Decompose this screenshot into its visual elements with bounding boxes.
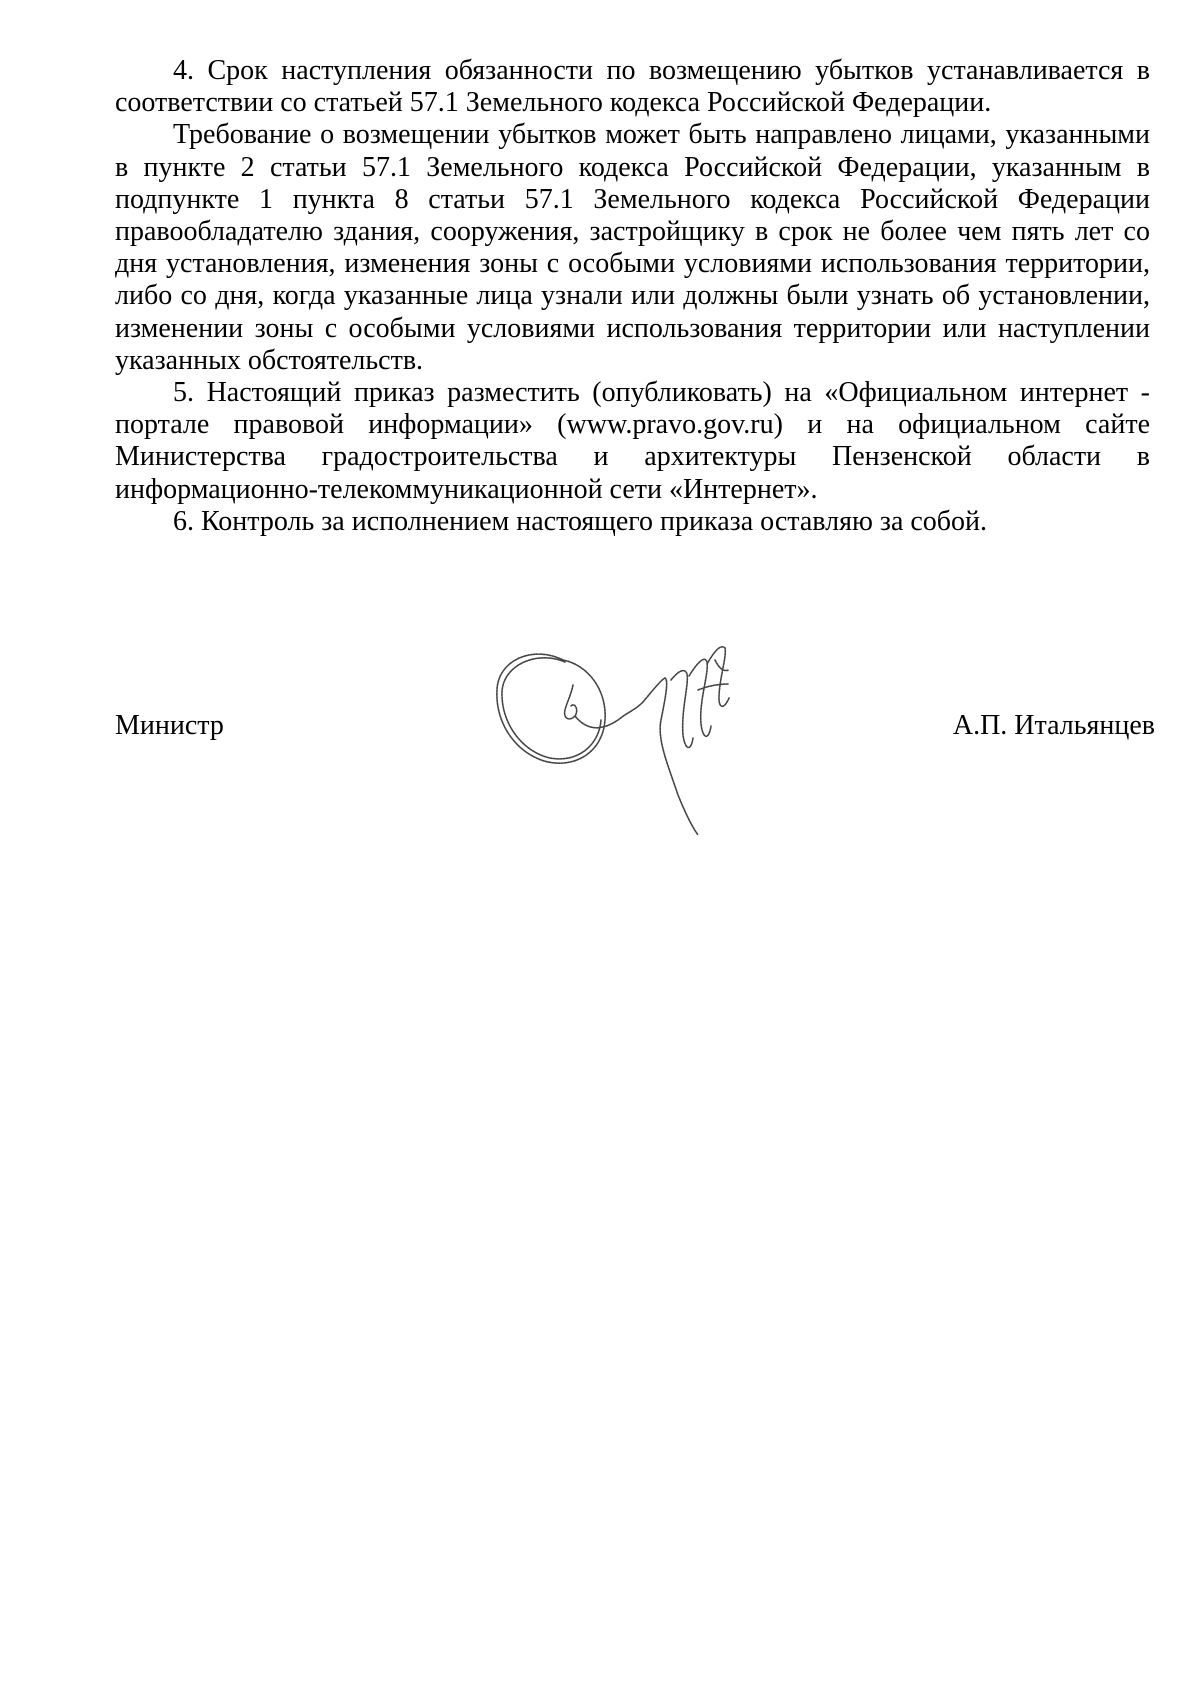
handwritten-signature (493, 640, 763, 840)
signatory-name: А.П. Итальянцев (952, 710, 1155, 741)
paragraph-4: 4. Срок наступления обязанности по возмещению убытков устанавливается в соответствии со статьей 57.1 Земельного кодекса Российской Федерации. (115, 55, 1150, 119)
document-body (115, 55, 1150, 538)
paragraph-claim-deadline: Требование о возмещении убытков может быть направлено лицами, указанными в пункте 2 статьи 57.1 Земельного кодекса Российской Федерации, указанным в подпункте 1 пункта 8 статьи 57.1 Земельного кодекса Российской Федерации правообладателю здания, сооружения, застройщику в срок не более чем пять лет со дня установления, изменения зоны с особыми условиями использования территории, либо со дня, когда указанные лица узнали или должны были узнать об установлении, изменении зоны с особыми условиями использования территории или наступлении указанных обстоятельств. (115, 119, 1150, 376)
signature-block (115, 640, 1155, 840)
paragraph-5: 5. Настоящий приказ разместить (опубликовать) на «Официальном интернет - портале правовой информации» (www.pravo.gov.ru) и на официальном сайте Министерства градостроительства и архитектуры Пензенской области в информационно-телекоммуникационной сети «Интернет». (115, 377, 1150, 505)
paragraph-6: 6. Контроль за исполнением настоящего приказа оставляю за собой. (173, 505, 988, 537)
signatory-role: Министр (115, 710, 224, 741)
